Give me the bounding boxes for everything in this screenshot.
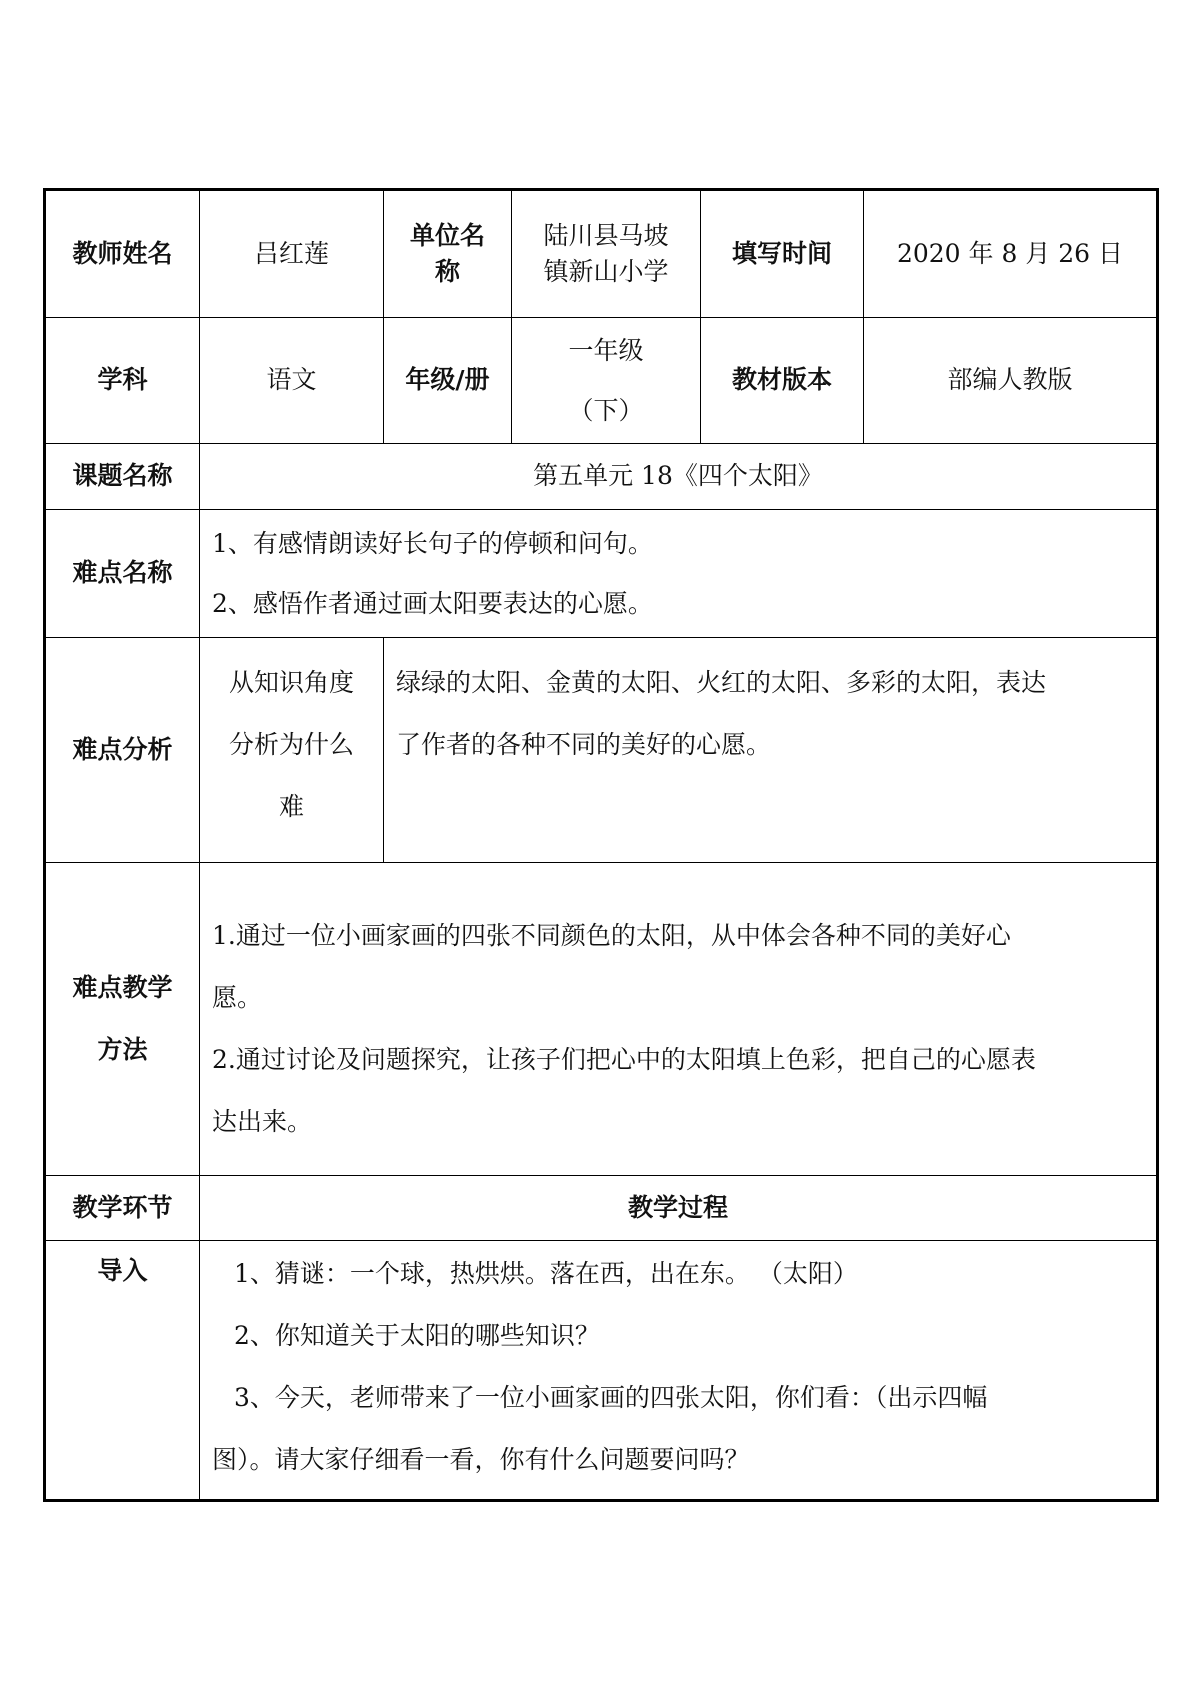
difficulty-item: 1、有感情朗读好长句子的停顿和问句。 (212, 528, 653, 558)
edition-value: 部编人教版 (864, 318, 1158, 444)
difficulty-list (200, 510, 1158, 638)
method-text-line: 愿。 (212, 983, 263, 1012)
analysis-text (384, 638, 1158, 863)
grade-value-line1: 一年级 (568, 335, 644, 365)
difficulty-label: 难点名称 (45, 510, 200, 638)
subject-label: 学科 (45, 318, 200, 444)
analysis-label: 难点分析 (45, 638, 200, 863)
unit-name-label (384, 190, 512, 318)
intro-text-line: 2、你知道关于太阳的哪些知识？ (234, 1321, 600, 1350)
intro-text-line: 图）。请大家仔细看一看，你有什么问题要问吗？ (212, 1445, 750, 1474)
row-subject-info (45, 318, 1158, 444)
row-topic (45, 444, 1158, 510)
intro-text-line: 1、猜谜：一个球，热烘烘。落在西，出在东。 （太阳） (234, 1259, 858, 1288)
method-label (45, 863, 200, 1176)
unit-value-line1: 陆川县马坡 (543, 220, 669, 250)
unit-name-value (512, 190, 701, 318)
grade-label: 年级/册 (384, 318, 512, 444)
fill-date-label: 填写时间 (701, 190, 864, 318)
unit-label-line2: 称 (434, 257, 460, 286)
intro-label: 导入 (45, 1241, 200, 1501)
unit-label-line1: 单位名 (409, 220, 485, 250)
method-label-line1: 难点教学 (72, 973, 173, 1002)
stage-header-label: 教学环节 (45, 1176, 200, 1241)
intro-text (200, 1241, 1158, 1501)
row-analysis (45, 638, 1158, 863)
grade-value (512, 318, 701, 444)
topic-value: 第五单元 18《四个太阳》 (200, 444, 1158, 510)
difficulty-item: 2、感悟作者通过画太阳要表达的心愿。 (212, 588, 653, 618)
row-process-header (45, 1176, 1158, 1241)
method-text-line: 2.通过讨论及问题探究，让孩子们把心中的太阳填上色彩，把自己的心愿表 (212, 1045, 1036, 1074)
edition-label: 教材版本 (701, 318, 864, 444)
lesson-plan-sheet (43, 188, 1156, 1502)
grade-value-line2: （下） (568, 395, 644, 425)
row-difficulty (45, 510, 1158, 638)
analysis-sub-line: 难 (278, 792, 304, 821)
analysis-sub-line: 分析为什么 (228, 730, 354, 759)
method-text-line: 达出来。 (212, 1107, 313, 1136)
method-text-line: 1.通过一位小画家画的四张不同颜色的太阳，从中体会各种不同的美好心 (212, 921, 1011, 950)
lesson-plan-table (43, 188, 1159, 1502)
row-basic-info (45, 190, 1158, 318)
analysis-text-line: 绿绿的太阳、金黄的太阳、火红的太阳、多彩的太阳，表达 (396, 668, 1047, 697)
unit-value-line2: 镇新山小学 (543, 257, 669, 286)
teacher-name-value: 吕红莲 (200, 190, 384, 318)
subject-value: 语文 (200, 318, 384, 444)
row-intro (45, 1241, 1158, 1501)
intro-text-line: 3、今天，老师带来了一位小画家画的四张太阳，你们看：（出示四幅 (234, 1383, 988, 1412)
analysis-sub-line: 从知识角度 (228, 668, 354, 697)
method-text (200, 863, 1158, 1176)
process-header-label: 教学过程 (200, 1176, 1158, 1241)
method-label-line2: 方法 (97, 1035, 148, 1064)
fill-date-value: 2020 年 8 月 26 日 (864, 190, 1158, 318)
teacher-name-label: 教师姓名 (45, 190, 200, 318)
row-method (45, 863, 1158, 1176)
analysis-text-line: 了作者的各种不同的美好的心愿。 (396, 730, 772, 759)
topic-label: 课题名称 (45, 444, 200, 510)
analysis-sub-label (200, 638, 384, 863)
